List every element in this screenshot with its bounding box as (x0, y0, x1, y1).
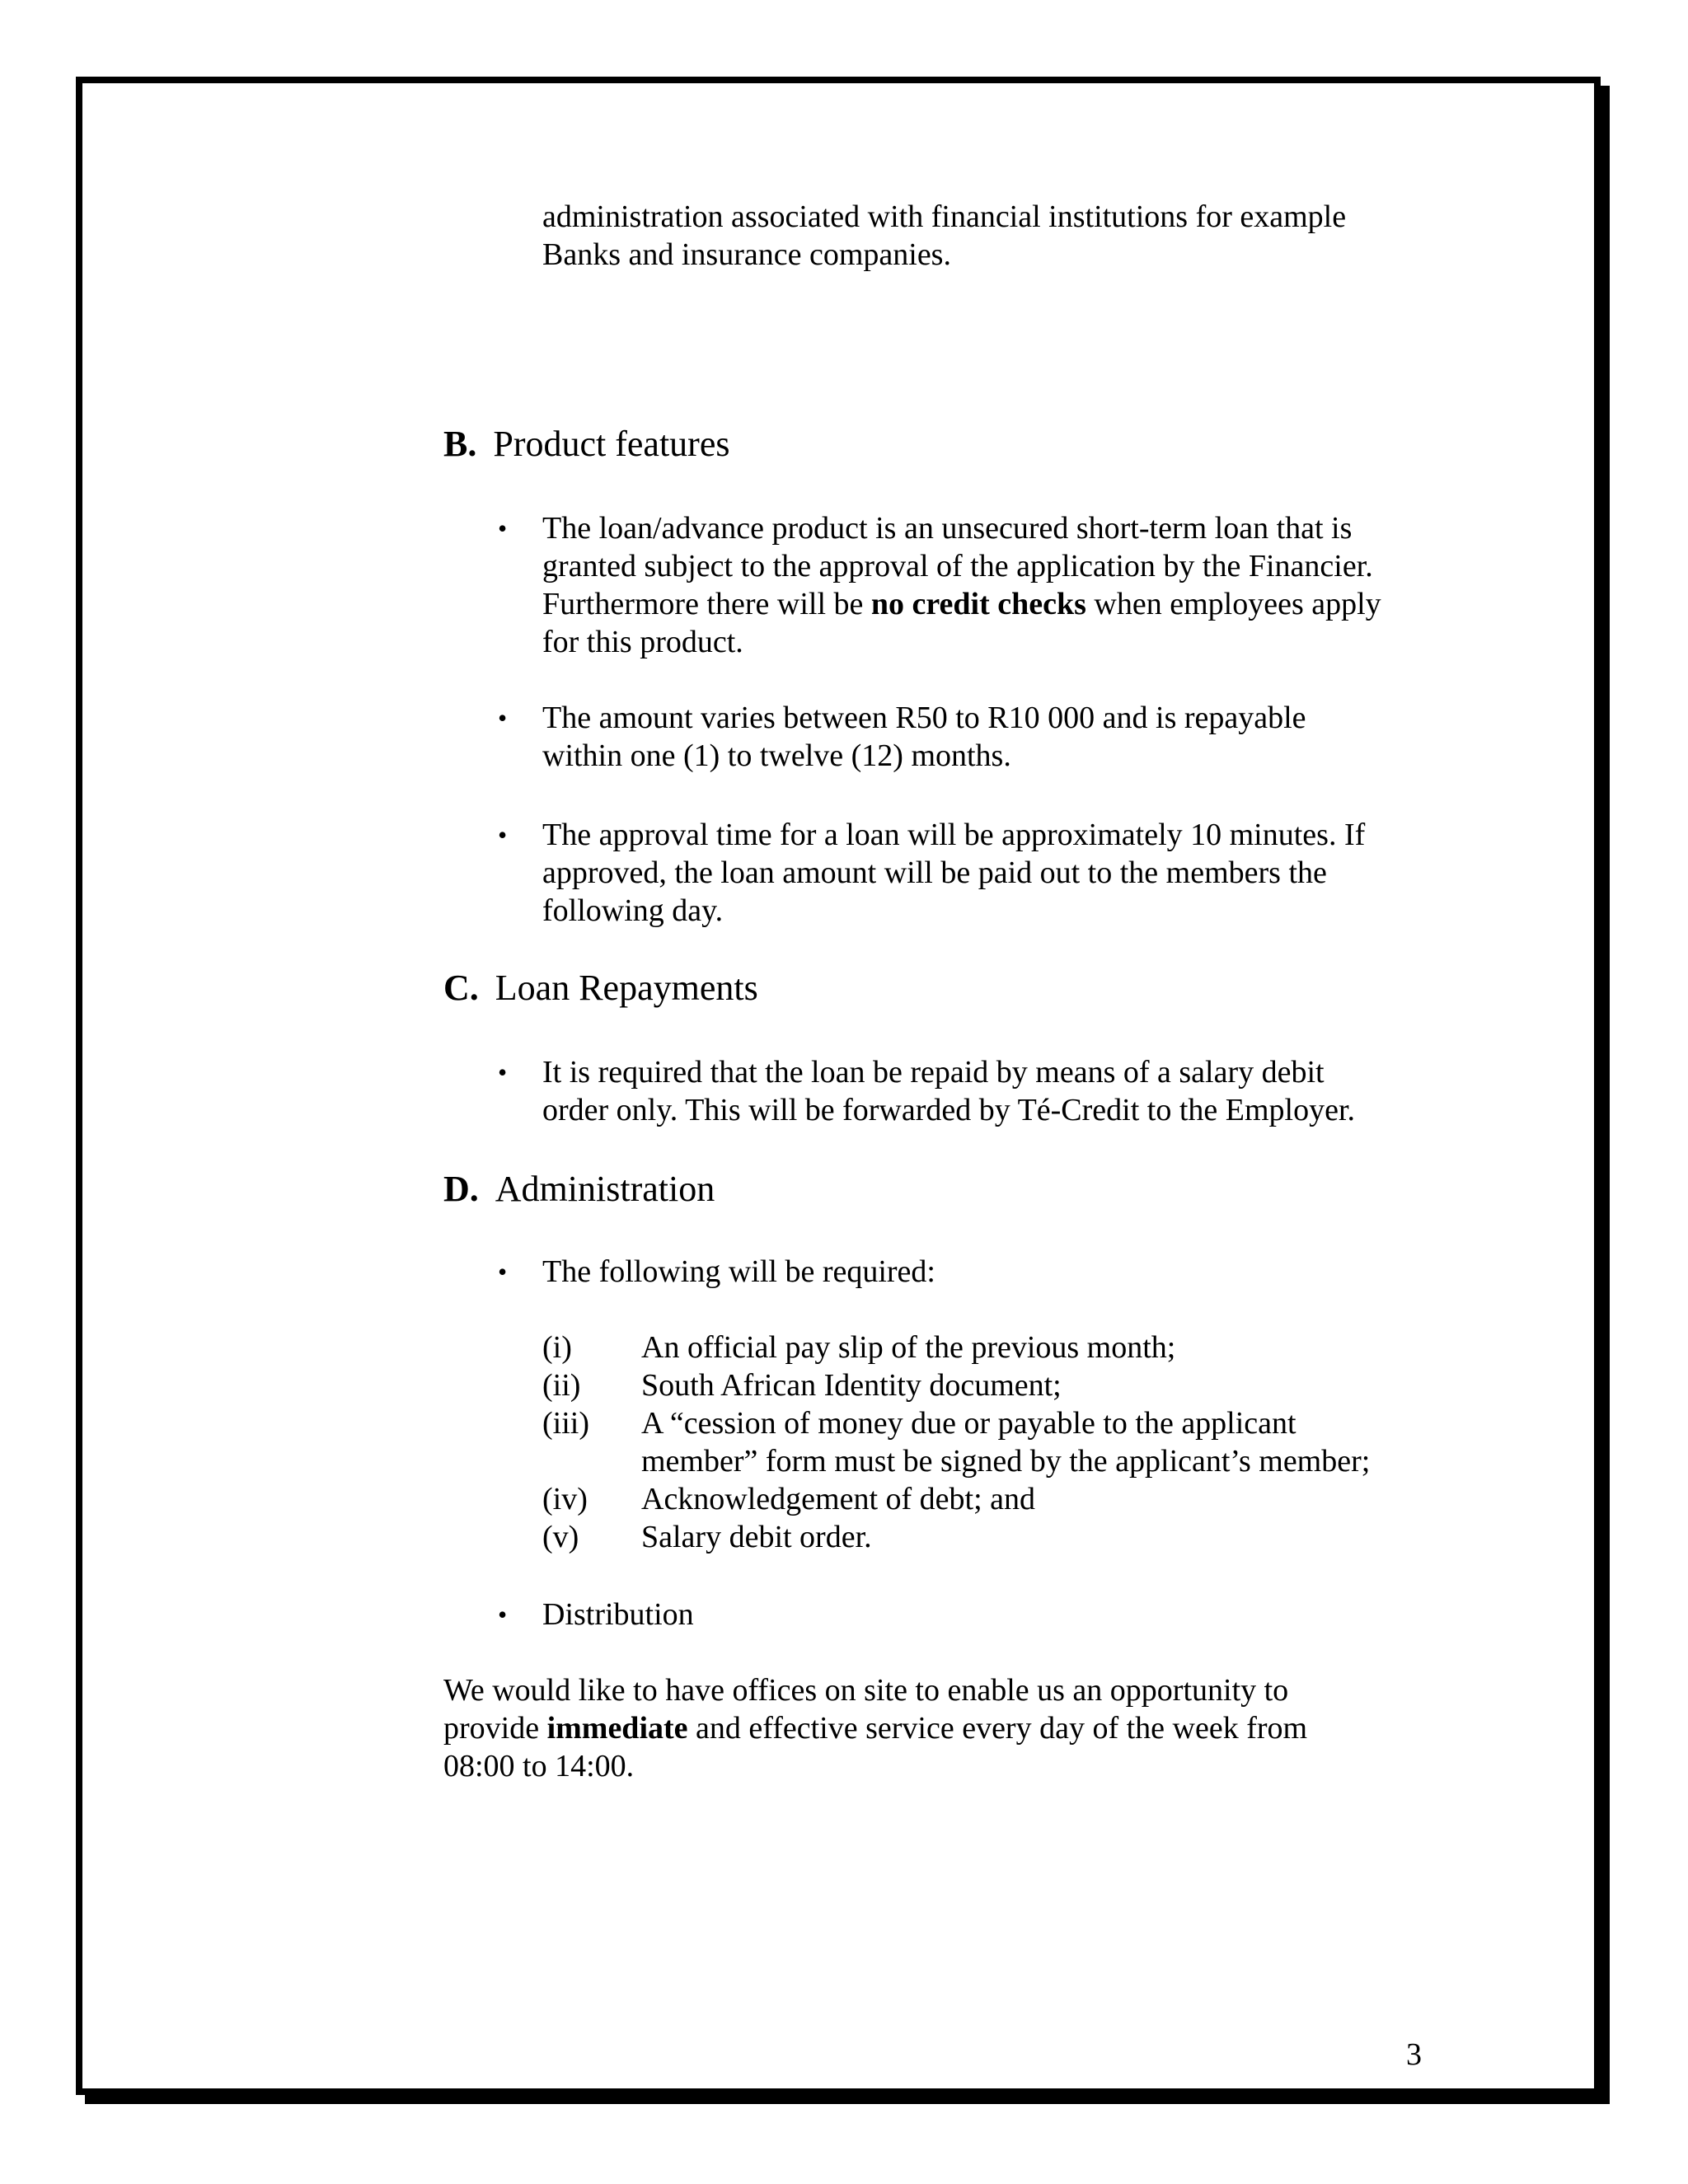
section-b-letter: B. (443, 424, 477, 464)
requirement-text: Salary debit order. (641, 1520, 872, 1554)
text-line: The loan/advance product is an unsecured short-term loan that is (542, 511, 1353, 546)
text-run: when employees apply (1085, 587, 1381, 621)
text-line: for this product. (542, 625, 743, 659)
emphasis-no-credit-checks: no credit checks (870, 587, 1086, 621)
text-line: A “cession of money due or payable to the applicant (641, 1406, 1296, 1441)
section-c-letter: C. (443, 968, 479, 1008)
bullet-icon: • (498, 513, 508, 543)
page-number: 3 (1406, 2037, 1422, 2072)
text-line (443, 1709, 1307, 1747)
text-line: member” form must be signed by the applicant’s member; (641, 1444, 1371, 1479)
requirement-number: (ii) (542, 1368, 581, 1403)
bullet-icon: • (498, 1257, 508, 1286)
text-run: provide (443, 1711, 547, 1746)
text-line: granted subject to the approval of the application by the Financier. (542, 549, 1373, 583)
lead-line-1: administration associated with financial institutions for example (542, 199, 1347, 234)
section-d-letter: D. (443, 1169, 479, 1209)
text-line: We would like to have offices on site to enable us an opportunity to (443, 1673, 1289, 1708)
product-feature-bullet-2 (542, 699, 1306, 775)
requirement-text: Acknowledgement of debt; and (641, 1482, 1036, 1516)
requirement-number: (i) (542, 1330, 572, 1365)
requirement-number: (iv) (542, 1482, 588, 1516)
lead-paragraph (542, 198, 1346, 274)
text-line: The approval time for a loan will be approximately 10 minutes. If (542, 818, 1366, 852)
section-d-title: Administration (495, 1169, 715, 1209)
text-run: and effective service every day of the week from (687, 1711, 1308, 1746)
text-line: order only. This will be forwarded by Té-Credit to the Employer. (542, 1093, 1356, 1127)
requirement-number: (v) (542, 1520, 579, 1554)
section-b-heading (443, 422, 729, 466)
text-run: Furthermore there will be (542, 587, 871, 621)
bullet-icon: • (498, 703, 508, 733)
text-line: following day. (542, 893, 724, 928)
requirement-number: (iii) (542, 1406, 589, 1441)
closing-paragraph (443, 1671, 1307, 1785)
text-line (542, 585, 1381, 623)
bullet-icon: • (498, 1057, 508, 1087)
lead-line-2: Banks and insurance companies. (542, 237, 951, 272)
requirement-text: South African Identity document; (641, 1368, 1062, 1403)
bullet-icon: • (498, 1600, 508, 1629)
section-c-title: Loan Repayments (495, 968, 758, 1008)
product-feature-bullet-3 (542, 816, 1365, 930)
section-b-title: Product features (493, 424, 730, 464)
product-feature-bullet-1 (542, 509, 1381, 661)
text-line: It is required that the loan be repaid by means of a salary debit (542, 1055, 1325, 1090)
administration-bullet-2: Distribution (542, 1597, 694, 1632)
bullet-icon: • (498, 820, 508, 850)
text-line: approved, the loan amount will be paid out to the members the (542, 855, 1327, 890)
requirement-text (641, 1404, 1370, 1480)
administration-bullet-1: The following will be required: (542, 1254, 935, 1289)
text-line: within one (1) to twelve (12) months. (542, 738, 1011, 773)
section-d-heading (443, 1167, 715, 1212)
text-line: The amount varies between R50 to R10 000 and is repayable (542, 701, 1306, 735)
requirement-text: An official pay slip of the previous month; (641, 1330, 1176, 1365)
text-line: 08:00 to 14:00. (443, 1749, 635, 1783)
loan-repayment-bullet (542, 1053, 1355, 1129)
emphasis-immediate: immediate (546, 1711, 688, 1746)
section-c-heading (443, 966, 758, 1010)
